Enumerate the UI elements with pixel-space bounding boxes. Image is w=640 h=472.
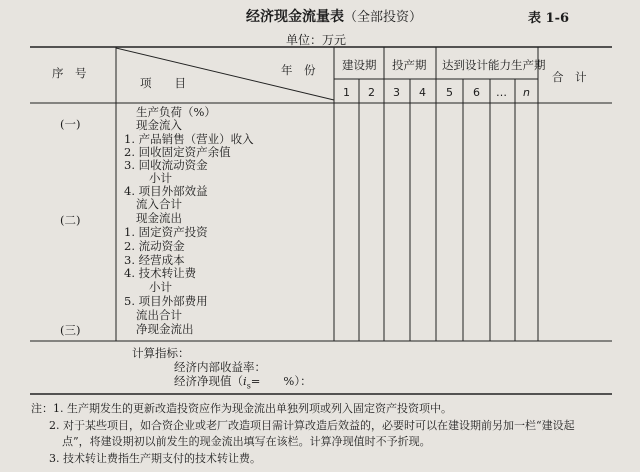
header-item: 项 目 (140, 76, 186, 90)
row-subtotal-outflow: 小计 (149, 280, 172, 294)
enpv-prefix: 经济净现值（ (174, 374, 243, 388)
row-external-costs: 5. 项目外部费用 (124, 294, 208, 308)
period-n: n (523, 86, 530, 99)
header-total: 合 计 (552, 70, 587, 84)
period-1: 1 (343, 86, 350, 99)
enpv-rate-sub: s (246, 381, 251, 391)
row-fixed-asset-investment: 1. 固定资产投资 (124, 225, 208, 239)
header-construction: 建设期 (342, 58, 377, 72)
unit-label: 单位：万元 (286, 33, 347, 47)
row-external-benefits: 4. 项目外部效益 (124, 184, 208, 198)
row-net-cash-outflow: 净现金流出 (136, 322, 194, 336)
note-1: 注：1. 生产期发生的更新改造投资应作为现金流出单独列项或列入固定资产投资项中。 (31, 402, 452, 415)
title-main: 经济现金流量表 (246, 9, 344, 25)
header-seq: 序 号 (52, 66, 87, 80)
note-2-cont: 点”，将建设期初以前发生的现金流出填写在该栏。计算净现值时不予折现。 (62, 435, 431, 448)
row-cash-outflow: 现金流出 (136, 211, 182, 225)
indicator-enpv (174, 374, 312, 393)
period-3: 3 (393, 86, 400, 99)
period-2: 2 (368, 86, 375, 99)
row-subtotal-inflow: 小计 (149, 171, 172, 185)
row-recovered-working-capital: 3. 回收流动资金 (124, 158, 208, 172)
row-total-outflow: 流出合计 (136, 308, 182, 322)
period-5: 5 (446, 86, 453, 99)
enpv-rate-var: i (243, 374, 247, 388)
header-full-capacity: 达到设计能力生产期 (442, 58, 546, 72)
period-6: 6 (473, 86, 480, 99)
header-commissioning: 投产期 (392, 58, 427, 72)
indicator-eirr: 经济内部收益率： (174, 360, 266, 374)
row-production-load: 生产负荷（%） (136, 105, 216, 119)
row-residual-fixed-assets: 2. 回收固定资产余值 (124, 145, 231, 159)
period-4: 4 (419, 86, 426, 99)
table-number: 表 1-6 (528, 11, 570, 26)
note-3: 3. 技术转让费指生产期支付的技术转让费。 (49, 452, 261, 465)
seq-label-1: (一) (60, 117, 81, 131)
seq-label-3: (三) (60, 323, 81, 337)
indicators-label: 计算指标： (132, 346, 190, 360)
row-working-capital: 2. 流动资金 (124, 239, 185, 253)
seq-label-2: (二) (60, 213, 81, 227)
note-2: 2. 对于某些项目，如合资企业或老厂改造项目需计算改造后效益的，必要时可以在建设期前另加一栏“建设起 (49, 419, 575, 432)
period-ellipsis: … (496, 86, 507, 99)
row-operating-cost: 3. 经营成本 (124, 253, 185, 267)
header-year: 年 份 (281, 63, 316, 77)
row-sales-revenue: 1. 产品销售（营业）收入 (124, 132, 254, 146)
row-total-inflow: 流入合计 (136, 197, 182, 211)
enpv-suffix: = %）： (250, 374, 312, 388)
row-cash-inflow: 现金流入 (136, 118, 182, 132)
row-technology-transfer-fee: 4. 技术转让费 (124, 266, 197, 280)
title-subtitle: （全部投资） (344, 10, 423, 25)
